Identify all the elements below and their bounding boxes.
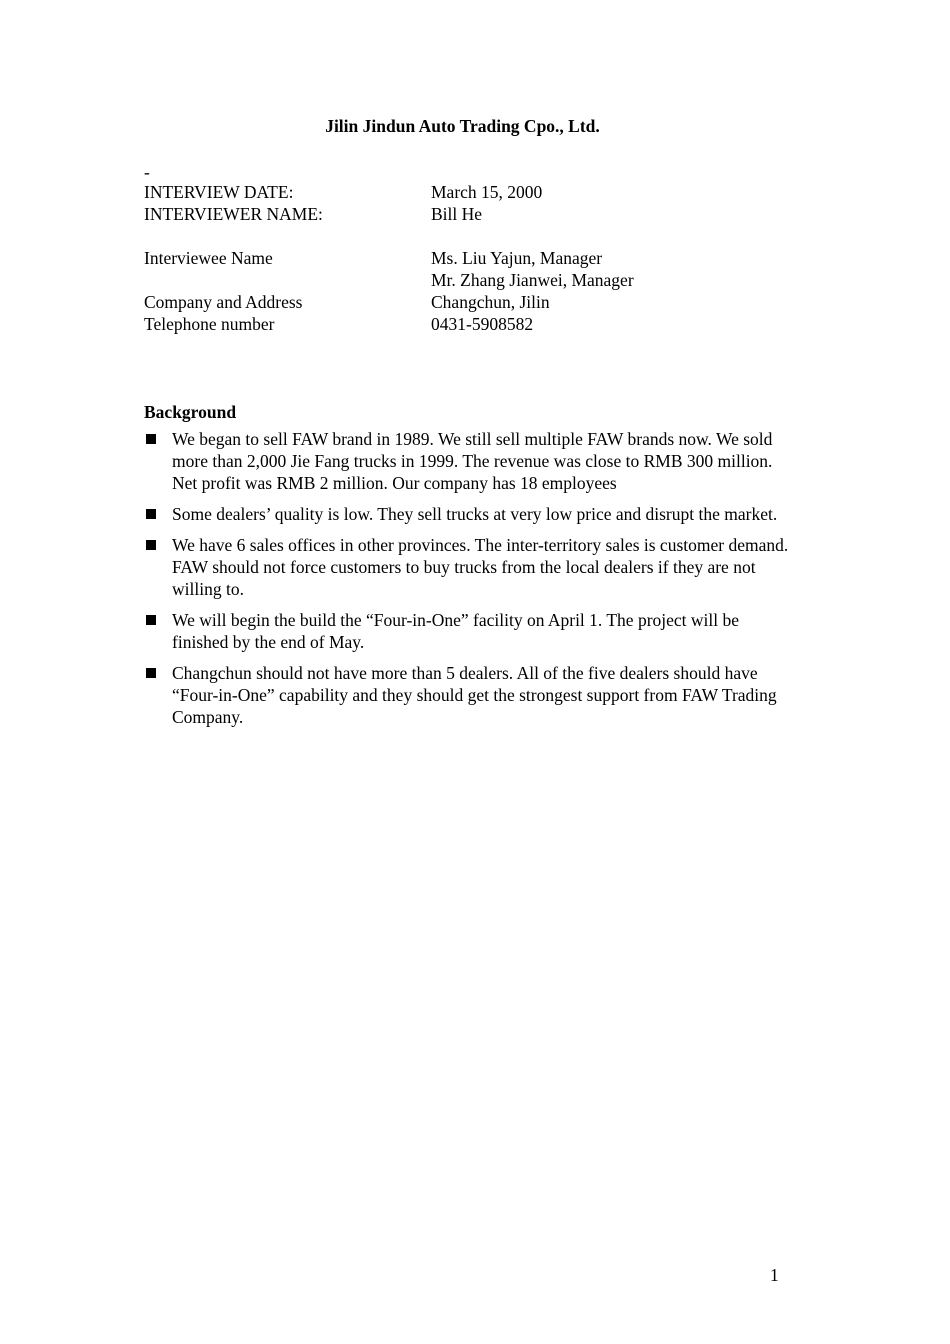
square-bullet-icon: [146, 668, 156, 678]
list-item-text: Changchun should not have more than 5 dealers. All of the five dealers should have “Four-in-One” capability and they should get the strongest support from FAW Trading Company.: [172, 663, 777, 727]
field-value: Bill He: [431, 204, 483, 224]
field-label: INTERVIEW DATE:: [144, 182, 294, 202]
field-label: INTERVIEWER NAME:: [144, 204, 323, 224]
field-value: Changchun, Jilin: [431, 292, 550, 312]
field-value: Ms. Liu Yajun, Manager: [431, 248, 603, 268]
square-bullet-icon: [146, 540, 156, 550]
list-item-text: We began to sell FAW brand in 1989. We still sell multiple FAW brands now. We sold more than 2,000 Jie Fang trucks in 1999. The revenue was close to RMB 300 million. Net profit was RMB 2 million. Our company has 18 employees: [172, 429, 773, 493]
square-bullet-icon: [146, 615, 156, 625]
field-label: Interviewee Name: [144, 248, 273, 268]
list-item-text: Some dealers’ quality is low. They sell trucks at very low price and disrupt the market.: [172, 504, 778, 524]
square-bullet-icon: [146, 434, 156, 444]
field-label: Company and Address: [144, 292, 303, 312]
list-item-text: We have 6 sales offices in other provinces. The inter-territory sales is customer demand. FAW should not force customers to buy trucks from the local dealers if they are not willing to.: [172, 535, 789, 599]
bullet-list: [144, 428, 794, 737]
field-label: Telephone number: [144, 314, 275, 334]
field-value: March 15, 2000: [431, 182, 543, 202]
list-item: [144, 428, 794, 494]
field-value: Mr. Zhang Jianwei, Manager: [431, 270, 634, 290]
list-item-text: We will begin the build the “Four-in-One” facility on April 1. The project will be finished by the end of May.: [172, 610, 740, 652]
list-item: [144, 534, 794, 600]
page-number: 1: [770, 1265, 779, 1285]
section-heading: Background: [144, 402, 237, 422]
list-item: [144, 662, 794, 728]
list-item: [144, 503, 794, 525]
list-item: [144, 609, 794, 653]
field-value: 0431-5908582: [431, 314, 534, 334]
document-title: Jilin Jindun Auto Trading Cpo., Ltd.: [325, 116, 600, 136]
dash-marker: -: [144, 162, 150, 182]
square-bullet-icon: [146, 509, 156, 519]
